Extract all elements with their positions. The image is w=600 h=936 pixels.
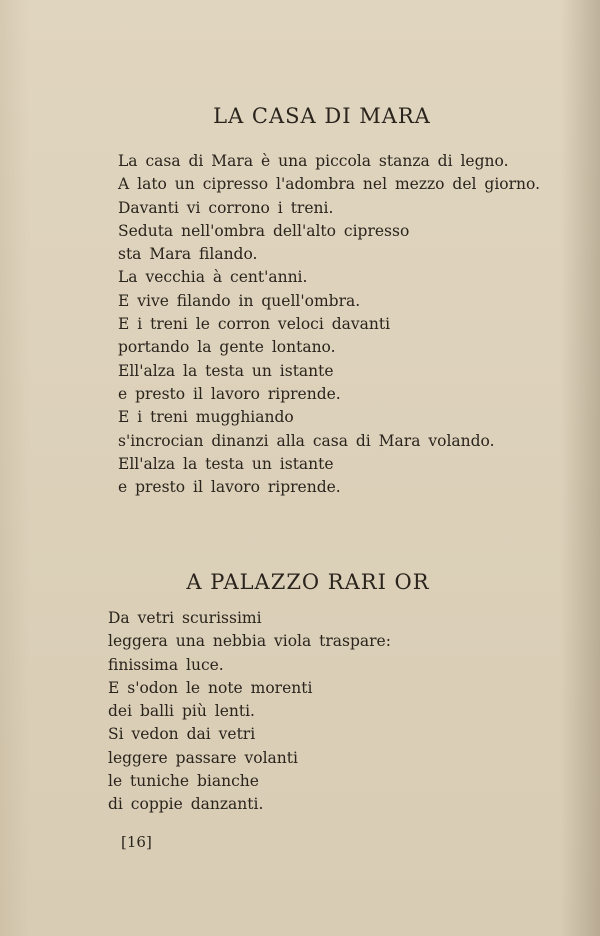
poem-line: leggere passare volanti [108,748,298,767]
poem-line: A lato un cipresso l'adombra nel mezzo del giorno. [118,175,540,194]
poem-line: portando la gente lontano. [118,338,336,357]
poem-line: sta Mara filando. [118,245,258,264]
poem-line: di coppie danzanti. [108,795,264,814]
poem-line: s'incrocian dinanzi alla casa di Mara volando. [118,431,495,450]
poem-line: e presto il lavoro riprende. [118,478,341,497]
poem-line: finissima luce. [108,655,224,674]
poem-title-casa-di-mara: LA CASA DI MARA [213,104,431,128]
poem-line: Da vetri scurissimi [108,609,262,627]
poem-body-palazzo-rari-or [108,607,391,817]
poem-line: dei balli più lenti. [108,702,255,721]
poem-line: Seduta nell'ombra dell'alto cipresso [118,221,410,240]
poem-line: Davanti vi corrono i treni. [118,198,334,217]
poem-line: La vecchia à cent'anni. [118,268,308,287]
poem-line: e presto il lavoro riprende. [118,384,341,403]
poem-line: E vive filando in quell'ombra. [118,291,361,310]
poem-line: E s'odon le note morenti [108,678,313,697]
poem-line: le tuniche bianche [108,772,259,791]
poem-line: E i treni mugghiando [118,408,294,427]
poem-line: La casa di Mara è una piccola stanza di legno. [118,152,509,170]
poem-line: E i treni le corron veloci davanti [118,315,391,334]
poem-line: Ell'alza la testa un istante [118,454,334,473]
page-number: [16] [121,833,152,851]
poem-title-palazzo-rari-or: A PALAZZO RARI OR [186,570,430,594]
poem-line: Ell'alza la testa un istante [118,361,334,380]
poem-body-casa-di-mara [118,150,540,499]
poem-line: leggera una nebbia viola traspare: [108,632,391,651]
poem-line: Si vedon dai vetri [108,725,256,744]
